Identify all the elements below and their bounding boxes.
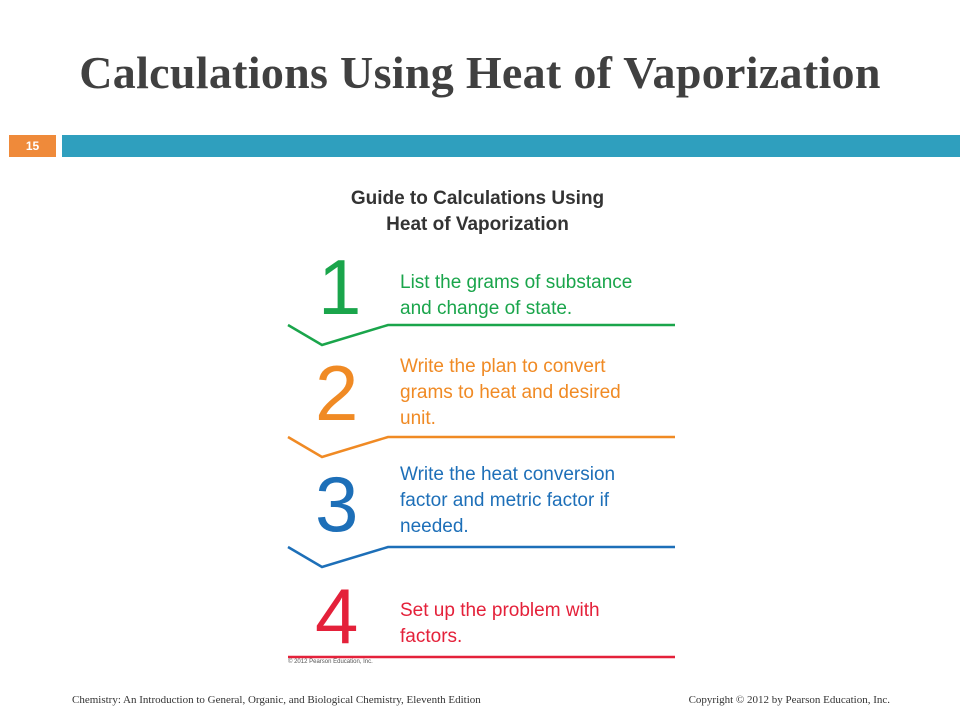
footer-copyright: Copyright © 2012 by Pearson Education, Inc. (688, 694, 890, 706)
step-1-line-1: List the grams of substance (400, 272, 633, 293)
guide-figure (280, 182, 680, 672)
guide-title-line-1: Guide to Calculations Using (350, 188, 605, 209)
step-4-number: 4 (315, 572, 359, 660)
slide-title: Calculations Using Heat of Vaporization (79, 47, 881, 98)
step-3-line-1: Write the heat conversion (400, 464, 616, 485)
step-3-line-3: needed. (400, 516, 469, 537)
step-1-text (400, 270, 680, 322)
slide-number-badge: 15 (9, 135, 56, 157)
guide-title-line-2: Heat of Vaporization (386, 214, 569, 235)
step-3-line-2: factor and metric factor if (400, 490, 610, 511)
step-1-number: 1 (318, 243, 362, 331)
step-3-separator (288, 547, 675, 567)
step-2-number: 2 (315, 349, 359, 437)
step-4-line-2: factors. (400, 626, 463, 647)
step-4-text (400, 598, 680, 650)
step-2-separator (288, 437, 675, 457)
step-3-number: 3 (315, 460, 359, 548)
step-2-line-1: Write the plan to convert (400, 356, 606, 377)
step-2-line-3: unit. (400, 408, 436, 429)
footer-book-title: Chemistry: An Introduction to General, Organic, and Biological Chemistry, Eleventh Edition (72, 694, 481, 706)
figure-copyright: © 2012 Pearson Education, Inc. (288, 659, 373, 665)
step-2-line-2: grams to heat and desired (400, 382, 621, 403)
step-3-text (400, 462, 680, 540)
step-4-line-1: Set up the problem with (400, 600, 600, 621)
title-accent-bar (62, 135, 960, 157)
step-2-text (400, 354, 680, 432)
step-1-line-2: and change of state. (400, 298, 573, 319)
